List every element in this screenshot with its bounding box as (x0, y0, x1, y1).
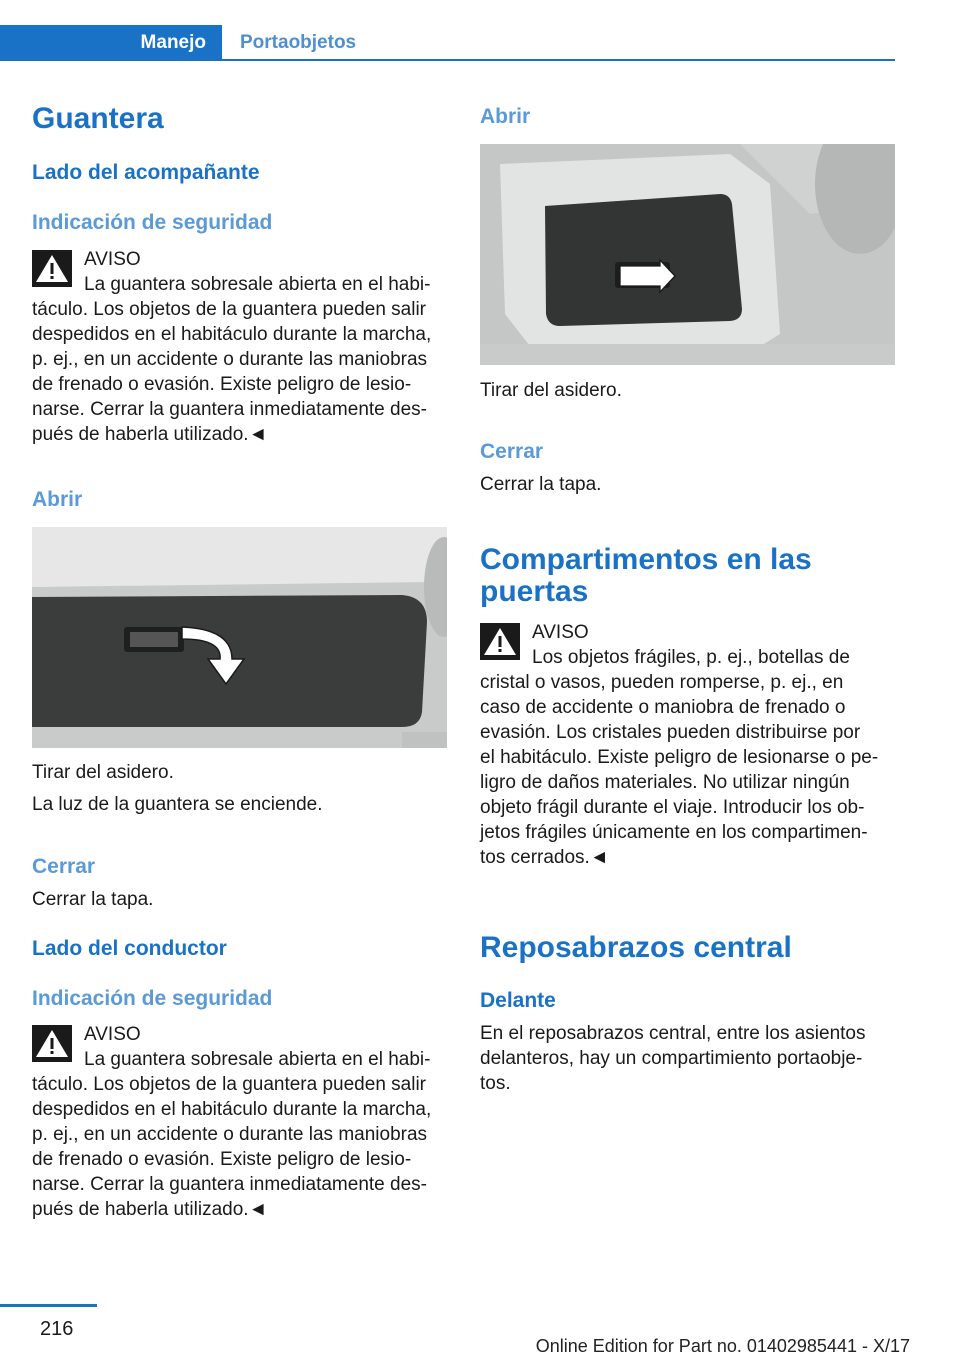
warning-line: despedidos en el habitáculo durante la marcha, (32, 324, 432, 345)
close-heading-right: Cerrar (480, 440, 544, 463)
warning-icon (480, 623, 520, 660)
open-text-1: Tirar del asidero. (32, 762, 174, 783)
warning-block-1 (32, 247, 448, 447)
footer-rule (0, 1304, 97, 1307)
section-title-armrest: Reposabrazos central (480, 931, 792, 964)
warning-line: despedidos en el habitáculo durante la marcha, (32, 1099, 432, 1120)
edition-note: Online Edition for Part no. 01402985441 - X/17 (535, 1336, 910, 1356)
close-text-left: Cerrar la tapa. (32, 889, 154, 910)
safety-heading-2: Indicación de seguridad (32, 987, 273, 1010)
warning-line: de frenado o evasión. Existe peligro de lesio- (32, 374, 412, 395)
header-rule (222, 59, 895, 61)
tab-portaobjetos[interactable]: Portaobjetos (240, 32, 357, 53)
subsection-passenger-side: Lado del acompañante (32, 161, 260, 184)
warning-line: objeto frágil durante el viaje. Introducir los ob- (480, 797, 865, 818)
front-text-line: delanteros, hay un compartimiento portaobje- (480, 1048, 863, 1069)
warning-block-2 (32, 1022, 448, 1222)
warning-line: tos cerrados.◄ (480, 847, 609, 868)
warning-line: La guantera sobresale abierta en el habi- (84, 274, 431, 295)
warning-label: AVISO (84, 249, 141, 270)
warning-line: p. ej., en un accidente o durante las maniobras (32, 1124, 428, 1145)
warning-line: el habitáculo. Existe peligro de lesionarse o pe- (480, 747, 879, 768)
warning-label: AVISO (532, 622, 589, 643)
warning-icon (32, 1025, 72, 1062)
glovebox-driver-image (480, 144, 895, 365)
open-text-right: Tirar del asidero. (480, 380, 622, 401)
warning-line: caso de accidente o maniobra de frenado o (480, 697, 846, 718)
warning-line: ligro de daños materiales. No utilizar ningún (480, 772, 850, 793)
warning-line: cristal o vasos, pueden romperse, p. ej., en (480, 672, 844, 693)
warning-line: de frenado o evasión. Existe peligro de lesio- (32, 1149, 412, 1170)
warning-line: pués de haberla utilizado.◄ (32, 424, 268, 445)
warning-line: pués de haberla utilizado.◄ (32, 1199, 268, 1220)
close-heading-left: Cerrar (32, 855, 96, 878)
header-tabs (0, 25, 356, 61)
open-text-2: La luz de la guantera se enciende. (32, 794, 323, 815)
warning-line: táculo. Los objetos de la guantera pueden salir (32, 299, 426, 320)
front-text-line: En el reposabrazos central, entre los asientos (480, 1023, 866, 1044)
glovebox-passenger-image (32, 527, 447, 748)
warning-block-3 (480, 620, 896, 870)
title-line: puertas (480, 575, 589, 608)
warning-line: táculo. Los objetos de la guantera pueden salir (32, 1074, 426, 1095)
subsection-front: Delante (480, 989, 556, 1012)
warning-line: jetos frágiles únicamente en los compartimen- (480, 822, 868, 843)
subsection-driver-side: Lado del conductor (32, 937, 227, 960)
warning-line: evasión. Los cristales pueden distribuirse por (480, 722, 861, 743)
section-title-guantera: Guantera (32, 102, 164, 135)
section-title-door-compartments (480, 544, 812, 608)
safety-heading-1: Indicación de seguridad (32, 211, 273, 234)
warning-line: narse. Cerrar la guantera inmediatamente des- (32, 399, 427, 420)
title-line: Compartimentos en las (480, 543, 812, 576)
warning-label: AVISO (84, 1024, 141, 1045)
warning-line: Los objetos frágiles, p. ej., botellas de (532, 647, 850, 668)
warning-line: La guantera sobresale abierta en el habi- (84, 1049, 431, 1070)
open-heading-right: Abrir (480, 105, 531, 128)
warning-line: narse. Cerrar la guantera inmediatamente des- (32, 1174, 427, 1195)
open-heading-left: Abrir (32, 488, 83, 511)
tab-manejo[interactable]: Manejo (0, 25, 222, 61)
page-number: 216 (40, 1318, 74, 1340)
warning-icon (32, 250, 72, 287)
close-text-right: Cerrar la tapa. (480, 474, 602, 495)
front-text-line: tos. (480, 1073, 511, 1094)
warning-line: p. ej., en un accidente o durante las maniobras (32, 349, 428, 370)
